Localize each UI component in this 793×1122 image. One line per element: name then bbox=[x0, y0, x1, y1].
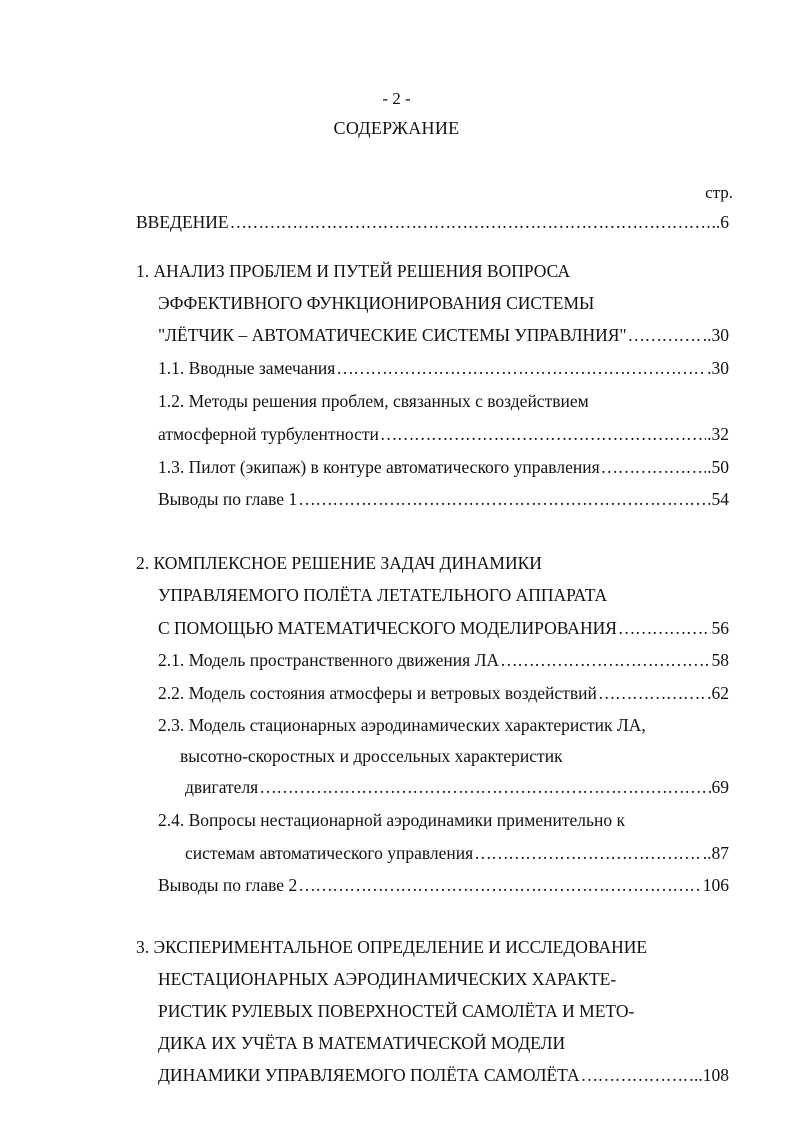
toc-page: ..108 bbox=[694, 1065, 729, 1085]
leader-dots bbox=[298, 873, 702, 897]
toc-entry-2-1 bbox=[158, 648, 729, 672]
toc-label: 1.1. Вводные замечания bbox=[158, 358, 336, 378]
toc-entry-ch1-conclusions bbox=[158, 487, 729, 511]
leader-dots bbox=[474, 841, 702, 865]
chapter-3-title-line5 bbox=[158, 1063, 729, 1087]
toc-entry-1-1 bbox=[158, 356, 729, 380]
toc-label: системам автоматического управления bbox=[185, 843, 474, 863]
toc-page: .50 bbox=[707, 457, 729, 477]
toc-entry-1-2-line2 bbox=[158, 422, 729, 446]
toc-entry-2-3-line1: 2.3. Модель стационарных аэродинамических характеристик ЛА, bbox=[158, 715, 646, 735]
toc-entry-2-2 bbox=[158, 681, 729, 705]
chapter-1-title-line3 bbox=[158, 323, 729, 347]
chapter-2-title-line2: УПРАВЛЯЕМОГО ПОЛЁТА ЛЕТАТЕЛЬНОГО АППАРАТА bbox=[158, 585, 608, 605]
leader-dots bbox=[336, 356, 706, 380]
toc-entry-2-4-line2 bbox=[185, 841, 729, 865]
chapter-3-title-line3: РИСТИК РУЛЕВЫХ ПОВЕРХНОСТЕЙ САМОЛЁТА И МЕТО- bbox=[158, 1001, 635, 1021]
toc-page: ..87 bbox=[702, 843, 729, 863]
leader-dots bbox=[598, 681, 706, 705]
toc-entry-1-2-line1: 1.2. Методы решения проблем, связанных с воздействием bbox=[158, 391, 589, 411]
toc-page: 69 bbox=[711, 777, 729, 797]
toc-page: .62 bbox=[707, 683, 729, 703]
toc-page: ..30 bbox=[702, 325, 729, 345]
toc-label: ВВЕДЕНИЕ bbox=[136, 212, 229, 232]
leader-dots bbox=[380, 422, 706, 446]
toc-label: С ПОМОЩЬЮ МАТЕМАТИЧЕСКОГО МОДЕЛИРОВАНИЯ bbox=[158, 618, 617, 638]
toc-label: "ЛЁТЧИК – АВТОМАТИЧЕСКИЕ СИСТЕМЫ УПРАВЛНИЯ" bbox=[158, 325, 627, 345]
toc-entry-ch2-conclusions bbox=[158, 873, 729, 897]
page-title: СОДЕРЖАНИЕ bbox=[333, 118, 460, 138]
leader-dots bbox=[230, 210, 711, 234]
leader-dots bbox=[581, 1063, 693, 1087]
chapter-3-title-line1: 3. ЭКСПЕРИМЕНТАЛЬНОЕ ОПРЕДЕЛЕНИЕ И ИССЛЕДОВАНИЕ bbox=[136, 937, 648, 957]
toc-label: 1.3. Пилот (экипаж) в контуре автоматического управления bbox=[158, 457, 600, 477]
chapter-1-title-line2: ЭФФЕКТИВНОГО ФУНКЦИОНИРОВАНИЯ СИСТЕМЫ bbox=[158, 293, 595, 313]
leader-dots bbox=[601, 455, 707, 479]
leader-dots bbox=[259, 775, 710, 799]
toc-page: .54 bbox=[707, 489, 729, 509]
leader-dots bbox=[500, 648, 710, 672]
toc-page: .30 bbox=[707, 358, 729, 378]
chapter-3-title-line4: ДИКА ИХ УЧЁТА В МАТЕМАТИЧЕСКОЙ МОДЕЛИ bbox=[158, 1033, 566, 1053]
toc-page: 106 bbox=[702, 875, 729, 895]
toc-label: Выводы по главе 2 bbox=[158, 875, 298, 895]
toc-label: 2.2. Модель состояния атмосферы и ветровых воздействий bbox=[158, 683, 597, 703]
toc-label: атмосферной турбулентности bbox=[158, 424, 379, 444]
toc-page: 58 bbox=[711, 650, 729, 670]
toc-page: 56 bbox=[711, 618, 729, 638]
leader-dots bbox=[628, 323, 702, 347]
toc-entry-2-4-line1: 2.4. Вопросы нестационарной аэродинамики применительно к bbox=[158, 810, 625, 830]
chapter-2-title-line3 bbox=[158, 616, 729, 640]
toc-page: ..6 bbox=[711, 212, 729, 232]
toc-label: 2.1. Модель пространственного движения ЛА bbox=[158, 650, 500, 670]
leader-dots bbox=[618, 616, 711, 640]
toc-label: ДИНАМИКИ УПРАВЛЯЕМОГО ПОЛЁТА САМОЛЁТА bbox=[158, 1065, 580, 1085]
chapter-1-title-line1: 1. АНАЛИЗ ПРОБЛЕМ И ПУТЕЙ РЕШЕНИЯ ВОПРОСА bbox=[136, 261, 571, 281]
page-column-label: стр. bbox=[705, 183, 733, 202]
toc-label: Выводы по главе 1 bbox=[158, 489, 298, 509]
chapter-3-title-line2: НЕСТАЦИОНАРНЫХ АЭРОДИНАМИЧЕСКИХ ХАРАКТЕ- bbox=[158, 969, 617, 989]
page-number: - 2 - bbox=[382, 89, 411, 108]
leader-dots bbox=[298, 487, 706, 511]
toc-entry-intro bbox=[136, 210, 729, 234]
toc-label: двигателя bbox=[185, 777, 259, 797]
toc-page: .32 bbox=[707, 424, 729, 444]
toc-entry-1-3 bbox=[158, 455, 729, 479]
toc-entry-2-3-line3 bbox=[185, 775, 729, 799]
chapter-2-title-line1: 2. КОМПЛЕКСНОЕ РЕШЕНИЕ ЗАДАЧ ДИНАМИКИ bbox=[136, 553, 542, 573]
toc-entry-2-3-line2: высотно-скоростных и дроссельных характеристик bbox=[180, 746, 563, 766]
